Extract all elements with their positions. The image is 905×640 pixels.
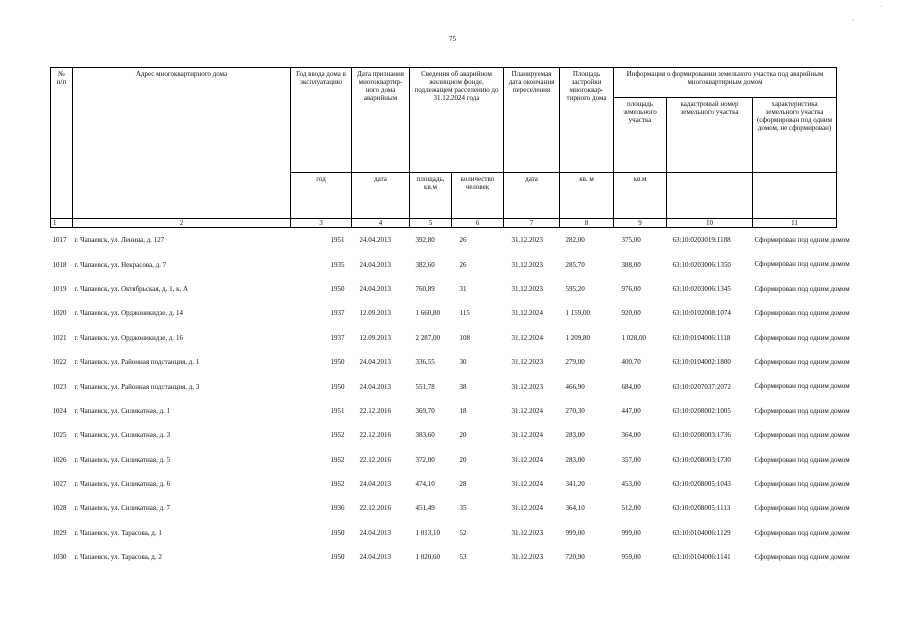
year-cell: 1937 [330,309,345,318]
cadastral-cell: 63:10:0104006:1118 [672,333,731,342]
address-cell: г. Чапаевск, ул. Районная подстанция, д. 3 [74,382,200,391]
planned-date-cell: 31.12.2023 [511,528,544,537]
address-cell: г. Чапаевск, ул. Тарасова, д. 1 [74,528,162,537]
table-row [51,301,837,325]
cadastral-cell: 63:10:0208002:1005 [672,406,731,415]
land-area-cell: 920,00 [621,309,641,318]
people-cell: 38 [459,382,467,391]
table-row [51,277,837,301]
unit-empty [753,173,837,219]
header-characteristic: характеристика земельного участка (сформирован под одним домом, не сформирован) [753,98,837,173]
building-area-cell: 1 209,80 [565,333,591,342]
characteristic-cell: Сформирован под одним домом [754,382,850,391]
planned-date-cell: 31.12.2023 [511,284,544,293]
building-area-cell: 285,70 [565,260,585,269]
characteristic-cell: Сформирован под одним домом [754,431,850,440]
characteristic-cell: Сформирован под одним домом [754,284,850,293]
people-cell: 20 [459,431,467,440]
table-row [51,228,837,253]
address-cell: г. Чапаевск, ул. Районная подстанция, д. 1 [74,358,200,367]
address-cell: г. Чапаевск, ул. Тарасова, д. 2 [74,553,162,562]
characteristic-cell: Сформирован под одним домом [754,528,850,537]
unit-date: дата [352,173,410,219]
corner-mark: · [852,18,854,24]
building-area-cell: 999,00 [565,528,585,537]
address-cell: г. Чапаевск, ул. Силикатная, д. 7 [74,504,171,513]
address-cell: г. Чапаевск, ул. Октябрьская, д. 1, к. А [74,284,189,293]
column-number: 3 [291,219,352,228]
table-row [51,545,837,569]
row-number: 1021 [52,333,67,342]
area-cell: 392,80 [415,236,435,245]
characteristic-cell: Сформирован под одним домом [754,504,850,513]
year-cell: 1952 [330,480,345,489]
planned-date-cell: 31.12.2024 [511,504,544,513]
land-area-cell: 375,00 [621,236,641,245]
table-row [51,326,837,350]
table-row [51,496,837,520]
header-date-declared: Дата признания многоквартир-ного дома аварийным [352,68,410,173]
area-cell: 451,49 [415,504,435,513]
land-area-cell: 1 028,00 [621,333,647,342]
declared-date-cell: 22.12.2016 [359,455,391,464]
planned-date-cell: 31.12.2023 [511,236,544,245]
planned-date-cell: 31.12.2024 [511,480,544,489]
planned-date-cell: 31.12.2024 [511,406,544,415]
declared-date-cell: 12.09.2013 [359,333,391,342]
land-area-cell: 400,70 [621,358,641,367]
header-planned-date: Планируемая дата окончания переселения [504,68,560,173]
building-area-cell: 720,90 [565,553,585,562]
cadastral-cell: 63:10:0203019:1188 [672,236,731,245]
planned-date-cell: 31.12.2023 [511,382,544,391]
header-land-area: площадь земельного участка [614,98,667,173]
people-cell: 18 [459,406,467,415]
building-area-cell: 282,00 [565,236,585,245]
row-number: 1027 [52,480,67,489]
people-cell: 28 [459,480,467,489]
declared-date-cell: 24.04.2013 [359,358,391,367]
land-area-cell: 999,00 [621,528,641,537]
people-cell: 53 [459,553,467,562]
row-number: 1022 [52,358,67,367]
building-area-cell: 279,00 [565,358,585,367]
address-cell: г. Чапаевск, ул. Силикатная, д. 3 [74,431,171,440]
cadastral-cell: 63:10:0208003:1730 [672,455,731,464]
column-number: 9 [614,219,667,228]
declared-date-cell: 24.04.2013 [359,528,391,537]
header-num: № п/п [51,68,73,219]
land-area-cell: 512,00 [621,504,641,513]
cadastral-cell: 63:10:0102008:1074 [672,309,731,318]
planned-date-cell: 31.12.2024 [511,309,544,318]
address-cell: г. Чапаевск, ул. Орджоникидзе, д. 16 [74,333,183,342]
characteristic-cell: Сформирован под одним домом [754,236,850,244]
column-number: 2 [73,219,291,228]
area-cell: 1 020,60 [415,553,440,562]
characteristic-cell: Сформирован под одним домом [754,357,850,366]
year-cell: 1952 [330,455,345,464]
area-cell: 760,89 [415,284,435,293]
cadastral-cell: 63:10:0203006:1350 [672,260,731,269]
declared-date-cell: 24.04.2013 [359,480,391,489]
characteristic-cell: Сформирован под одним домом [754,309,850,318]
declared-date-cell: 24.04.2013 [359,553,391,562]
year-cell: 1951 [330,406,345,415]
row-number: 1024 [52,406,67,415]
unit-sqm: кв. м [560,173,614,219]
page-number: 75 [449,35,456,43]
area-cell: 336,55 [415,358,435,367]
cadastral-cell: 63:10:0104002:1800 [672,358,731,367]
area-cell: 474,10 [415,480,435,489]
table-row [51,423,837,447]
row-number: 1026 [52,455,67,464]
unit-year: год [291,173,352,219]
area-cell: 372,00 [415,455,435,464]
characteristic-cell: Сформирован под одним домом [754,553,850,562]
year-cell: 1935 [330,260,345,269]
people-cell: 52 [459,528,467,537]
address-cell: г. Чапаевск, ул. Силикатная, д. 1 [74,406,171,415]
column-number: 7 [504,219,560,228]
column-number: 6 [452,219,504,228]
area-cell: 551,78 [415,382,435,391]
land-area-cell: 684,00 [621,382,641,391]
table-row [51,252,837,276]
area-cell: 382,60 [415,260,435,269]
unit-planned-date: дата [504,173,560,219]
column-number: 1 [51,219,73,228]
cadastral-cell: 63:10:0208005:1113 [672,504,731,513]
land-area-cell: 976,00 [621,284,641,293]
row-number: 1019 [52,284,67,293]
declared-date-cell: 24.04.2013 [359,260,391,269]
people-cell: 108 [459,333,470,342]
unit-sqm-land: кв.м [614,173,667,219]
column-number: 5 [410,219,452,228]
unit-area: площадь, кв.м [410,173,452,219]
row-number: 1020 [52,309,67,318]
people-cell: 26 [459,260,467,269]
corner-mark: · [880,4,882,10]
building-area-cell: 341,20 [565,480,585,489]
planned-date-cell: 31.12.2024 [511,455,544,464]
characteristic-cell: Сформирован под одним домом [754,260,850,269]
row-number: 1017 [52,236,67,245]
table-row [51,521,837,545]
area-cell: 383,60 [415,431,435,440]
people-cell: 30 [459,358,467,367]
header-building-area: Площадь застройки многоквар-тирного дома [560,68,614,173]
building-area-cell: 283,00 [565,455,585,464]
cadastral-cell: 63:10:0208003:1736 [672,431,731,440]
year-cell: 1937 [330,333,345,342]
table-row [51,399,837,423]
declared-date-cell: 22.12.2016 [359,431,391,440]
column-number: 8 [560,219,614,228]
cadastral-cell: 63:10:0208005:1043 [672,480,731,489]
people-cell: 20 [459,455,467,464]
people-cell: 115 [459,309,470,318]
land-area-cell: 357,00 [621,455,641,464]
header-land-plot-info: Информация о формировании земельного участка под аварийным многоквартирным домом [614,68,837,98]
land-area-cell: 959,00 [621,553,641,562]
year-cell: 1952 [330,431,345,440]
column-number: 4 [352,219,410,228]
header-address: Адрес многоквартирного дома [73,68,291,219]
characteristic-cell: Сформирован под одним домом [754,455,850,464]
table-row [51,472,837,496]
address-cell: г. Чапаевск, ул. Орджоникидзе, д. 14 [74,309,183,318]
cadastral-cell: 63:10:0207037:2072 [672,382,731,391]
building-area-cell: 283,00 [565,431,585,440]
year-cell: 1950 [330,358,345,367]
planned-date-cell: 31.12.2023 [511,358,544,367]
emergency-housing-table [50,67,850,569]
declared-date-cell: 24.04.2013 [359,284,391,293]
address-cell: г. Чапаевск, ул. Силикатная, д. 6 [74,480,171,489]
cadastral-cell: 63:10:0203006:1345 [672,284,731,293]
planned-date-cell: 31.12.2023 [511,260,544,269]
area-cell: 1 013,10 [415,528,440,537]
table-row [51,448,837,472]
unit-people: количество человек [452,173,504,219]
area-cell: 369,70 [415,406,435,415]
planned-date-cell: 31.12.2024 [511,333,544,342]
characteristic-cell: Сформирован под одним домом [754,479,850,488]
year-cell: 1950 [330,382,345,391]
cadastral-cell: 63:10:0104006:1129 [672,528,731,537]
year-cell: 1950 [330,553,345,562]
unit-empty [667,173,753,219]
declared-date-cell: 24.04.2013 [359,382,391,391]
declared-date-cell: 22.12.2016 [359,504,391,513]
people-cell: 35 [459,504,467,513]
address-cell: г. Чапаевск, ул. Некрасова, д. 7 [74,260,167,269]
land-area-cell: 453,00 [621,480,641,489]
table-row [51,350,837,374]
people-cell: 26 [459,236,467,245]
year-cell: 1951 [330,236,345,245]
cadastral-cell: 63:10:0104006:1141 [672,553,731,562]
year-cell: 1936 [330,504,345,513]
address-cell: г. Чапаевск, ул. Ленина, д. 127 [74,236,165,245]
people-cell: 31 [459,284,467,293]
row-number: 1028 [52,504,67,513]
characteristic-cell: Сформирован под одним домом [754,333,850,342]
year-cell: 1950 [330,528,345,537]
area-cell: 1 660,80 [415,309,440,318]
column-number: 10 [667,219,753,228]
address-cell: г. Чапаевск, ул. Силикатная, д. 5 [74,455,171,464]
row-number: 1025 [52,431,67,440]
header-cadastral-number: кадастровый номер земельного участка [667,98,753,173]
column-number: 11 [753,219,837,228]
building-area-cell: 270,30 [565,406,585,415]
land-area-cell: 364,00 [621,431,641,440]
row-number: 1023 [52,382,67,391]
declared-date-cell: 24.04.2013 [359,236,391,245]
land-area-cell: 447,00 [621,406,641,415]
land-area-cell: 388,00 [621,260,641,269]
row-number: 1029 [52,528,67,537]
building-area-cell: 364,10 [565,504,585,513]
characteristic-cell: Сформирован под одним домом [754,406,850,415]
row-number: 1030 [52,553,67,562]
header-year-commissioned: Год ввода дома в эксплуатацию [291,68,352,173]
building-area-cell: 466,90 [565,382,585,391]
row-number: 1018 [52,260,67,269]
area-cell: 2 287,00 [415,333,440,342]
building-area-cell: 1 159,00 [565,309,591,318]
planned-date-cell: 31.12.2024 [511,431,544,440]
declared-date-cell: 22.12.2016 [359,406,391,415]
table-row [51,374,837,398]
building-area-cell: 595,20 [565,284,585,293]
year-cell: 1950 [330,284,345,293]
header-emergency-fund: Сведения об аварийном жилищном фонде, подлежащем расселению до 31.12.2024 года [410,68,504,173]
planned-date-cell: 31.12.2023 [511,553,544,562]
declared-date-cell: 12.09.2013 [359,309,391,318]
